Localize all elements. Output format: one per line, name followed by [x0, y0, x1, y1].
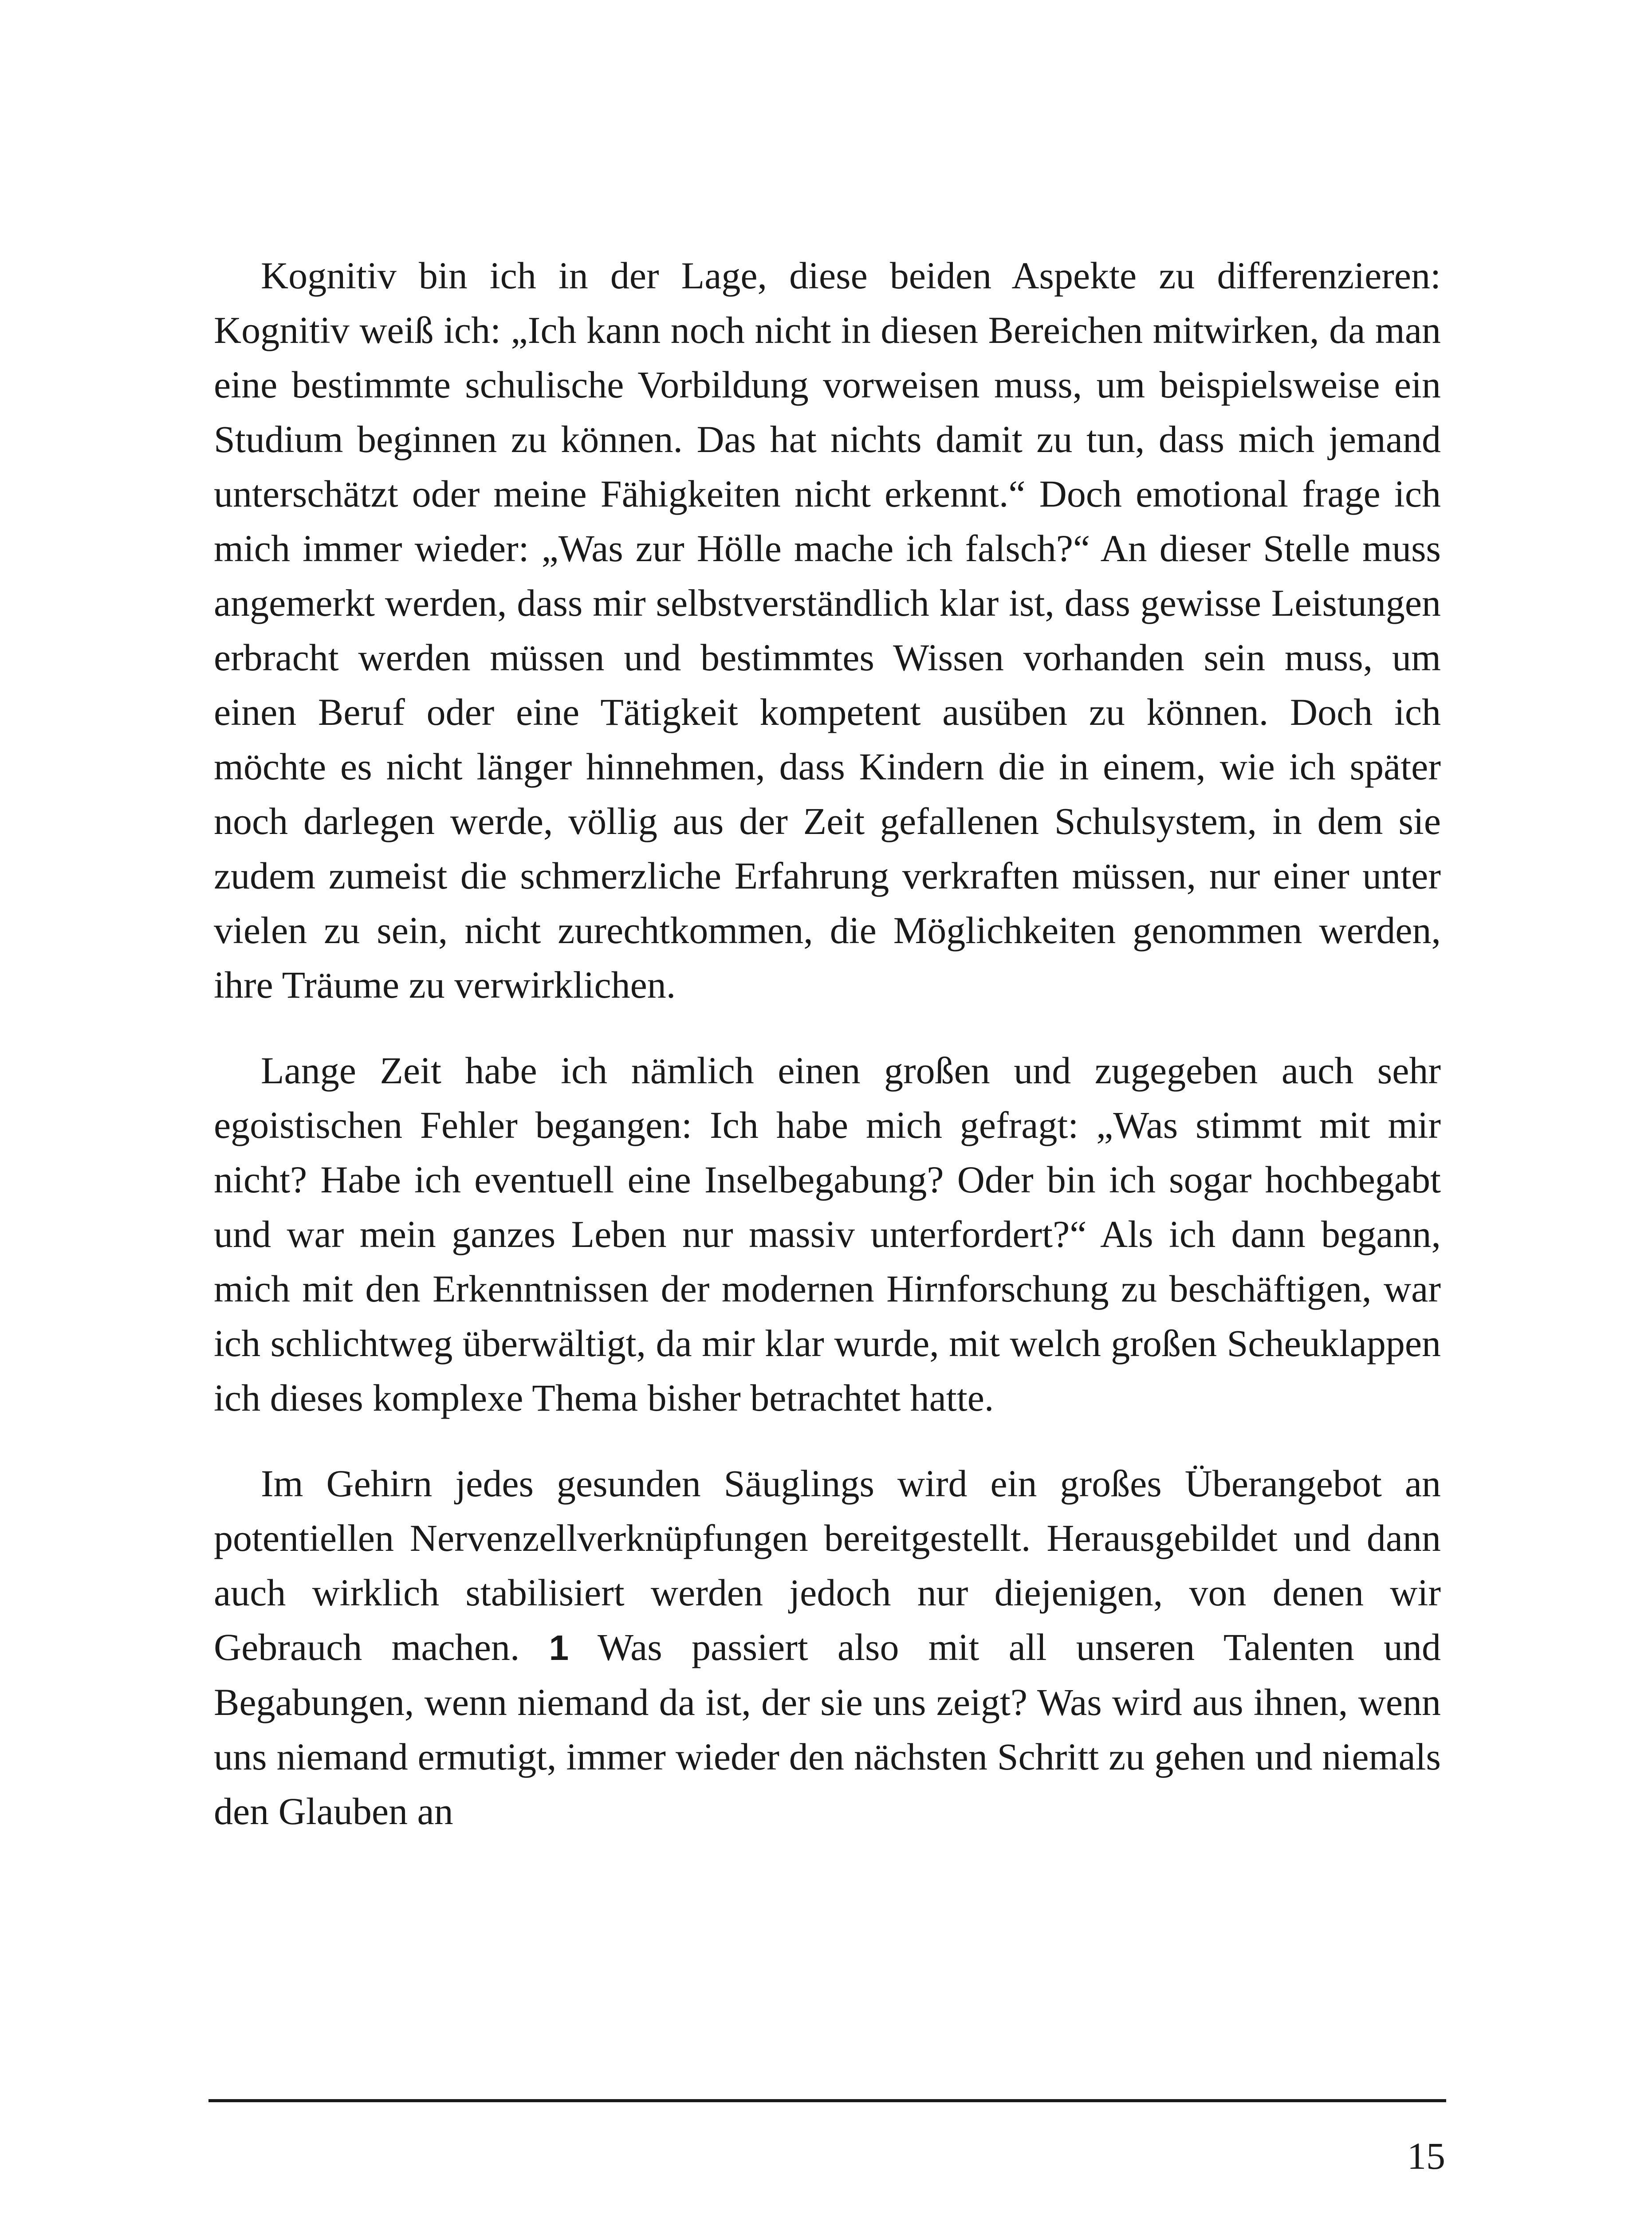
paragraph-3 — [214, 1456, 1441, 1839]
paragraph-3-text-after: Was passiert also mit all unseren Talenten und Begabungen, wenn niemand da ist, der sie uns zeigt? Was wird aus ihnen, wenn uns niemand ermutigt, immer wieder den nächsten Schritt zu gehen und niemals den Glauben an — [214, 1626, 1441, 1833]
body-text — [214, 248, 1441, 1839]
footnote-reference[interactable]: 1 — [549, 1628, 569, 1667]
paragraph-2: Lange Zeit habe ich nämlich einen großen und zugegeben auch sehr egoistischen Fehler begangen: Ich habe mich gefragt: „Was stimmt mit mir nicht? Habe ich eventuell eine Inselbegabung? Oder bin ich sogar hochbegabt und war mein ganzes Leben nur massiv unterfordert?“ Als ich dann begann, mich mit den Erkenntnissen der modernen Hirnforschung zu beschäftigen, war ich schlichtweg überwältigt, da mir klar wurde, mit welch großen Scheuklappen ich dieses komplexe Thema bisher betrachtet hatte. — [214, 1049, 1441, 1419]
footer-divider — [208, 2099, 1446, 2102]
paragraph-1: Kognitiv bin ich in der Lage, diese beiden Aspekte zu differenzieren: Kognitiv weiß ich: „Ich kann noch nicht in diesen Bereichen mitwirken, da man eine bestimmte schulische Vorbildung vorweisen muss, um beispielsweise ein Studium beginnen zu können. Das hat nichts damit zu tun, dass mich jemand unterschätzt oder meine Fähigkeiten nicht erkennt.“ Doch emotional frage ich mich immer wieder: „Was zur Hölle mache ich falsch?“ An dieser Stelle muss angemerkt werden, dass mir selbstverständlich klar ist, dass gewisse Leistungen erbracht werden müssen und bestimmtes Wissen vorhanden sein muss, um einen Beruf oder eine Tätigkeit kompetent ausüben zu können. Doch ich möchte es nicht länger hinnehmen, dass Kindern die in einem, wie ich später noch darlegen werde, völlig aus der Zeit gefallenen Schulsystem, in dem sie zudem zumeist die schmerzliche Erfahrung verkraften müssen, nur einer unter vielen zu sein, nicht zurechtkommen, die Möglichkeiten genommen werden, ihre Träume zu verwirklichen. — [214, 254, 1441, 1006]
page-number: 15 — [1407, 2135, 1445, 2177]
paragraph-3-text-before: Im Gehirn jedes gesunden Säuglings wird ein großes Überangebot an potentiellen Nervenzellverknüpfungen bereitgestellt. Herausgebildet und dann auch wirklich stabilisiert werden jedoch nur diejenigen, von denen wir Gebrauch machen. — [214, 1462, 1441, 1668]
